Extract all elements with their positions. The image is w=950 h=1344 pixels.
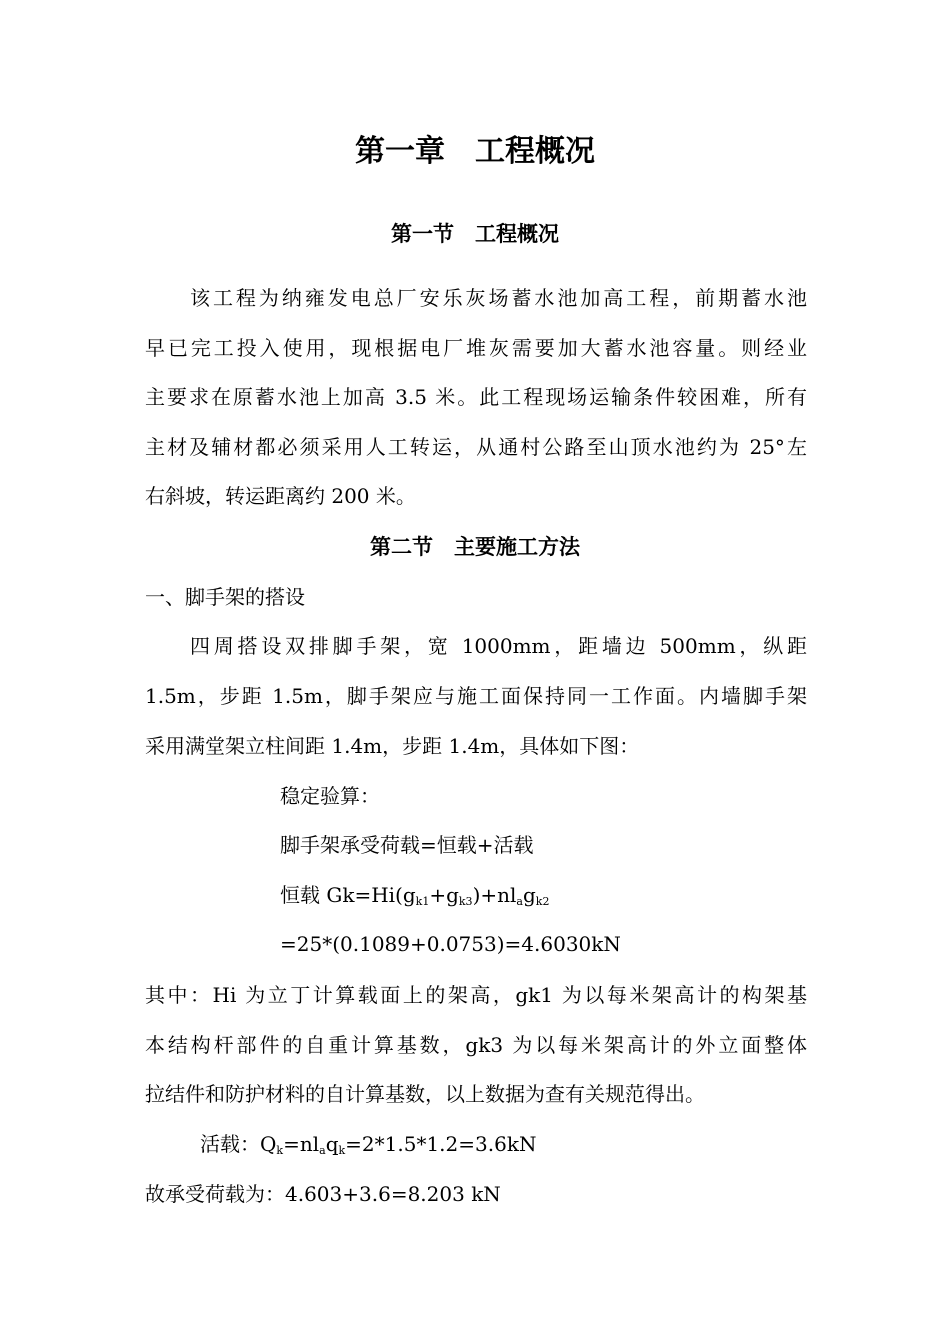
section-1-paragraph-line-4: 主材及辅材都必须采用人工转运，从通村公路至山顶水池约为 25°左 — [145, 435, 807, 459]
live-load-part-4: =2*1.5*1.2=3.6kN — [345, 1132, 537, 1156]
dead-load-part-2: +g — [429, 883, 459, 907]
dead-load-sub-1: k1 — [415, 895, 430, 908]
scaffold-paragraph-line-2: 1.5m，步距 1.5m，脚手架应与施工面保持同一工作面。内墙脚手架 — [145, 684, 807, 708]
live-load-formula — [200, 1131, 800, 1157]
dead-load-sub-2: k3 — [458, 895, 473, 908]
dead-load-part-4: g — [522, 883, 536, 907]
live-load-sub-2: a — [319, 1144, 326, 1157]
live-load-part-1: 活载：Q — [200, 1132, 277, 1156]
live-load-sub-1: k — [276, 1144, 284, 1157]
total-load: 故承受荷载为：4.603+3.6=8.203 kN — [145, 1182, 501, 1206]
stability-title: 稳定验算： — [280, 784, 380, 808]
explain-line-3: 拉结件和防护材料的自计算基数，以上数据为查有关规范得出。 — [145, 1082, 705, 1106]
dead-load-formula — [280, 882, 880, 908]
scaffold-paragraph-line-3: 采用满堂架立柱间距 1.4m，步距 1.4m，具体如下图： — [145, 734, 640, 758]
dead-load-part-1: 恒载 Gk=Hi(g — [280, 883, 416, 907]
section-1-paragraph-line-2: 早已完工投入使用，现根据电厂堆灰需要加大蓄水池容量。则经业 — [145, 336, 807, 360]
section-1-title: 第一节 工程概况 — [391, 222, 559, 246]
live-load-part-2: =nl — [283, 1132, 320, 1156]
section-2-title: 第二节 主要施工方法 — [370, 535, 580, 559]
explain-line-2: 本结构杆部件的自重计算基数，gk3 为以每米架高计的外立面整体 — [145, 1033, 807, 1057]
load-formula: 脚手架承受荷载=恒载+活载 — [280, 833, 534, 857]
chapter-title: 第一章 工程概况 — [355, 134, 595, 169]
section-1-paragraph-line-3: 主要求在原蓄水池上加高 3.5 米。此工程现场运输条件较困难，所有 — [145, 385, 807, 409]
scaffold-paragraph-line-1: 四周搭设双排脚手架，宽 1000mm，距墙边 500mm，纵距 — [190, 634, 807, 658]
live-load-sub-3: k — [338, 1144, 346, 1157]
section-1-paragraph-line-5: 右斜坡，转运距离约 200 米。 — [145, 484, 416, 508]
dead-load-value: =25*(0.1089+0.0753)=4.6030kN — [280, 932, 621, 956]
dead-load-sub-3: a — [516, 895, 523, 908]
dead-load-part-3: )+nl — [472, 883, 517, 907]
live-load-part-3: q — [325, 1132, 339, 1156]
section-1-paragraph-line-1: 该工程为纳雍发电总厂安乐灰场蓄水池加高工程，前期蓄水池 — [190, 286, 807, 310]
item-1-heading: 一、脚手架的搭设 — [145, 585, 305, 609]
explain-line-1: 其中：Hi 为立丁计算载面上的架高，gk1 为以每米架高计的构架基 — [145, 983, 807, 1007]
dead-load-sub-4: k2 — [535, 895, 550, 908]
